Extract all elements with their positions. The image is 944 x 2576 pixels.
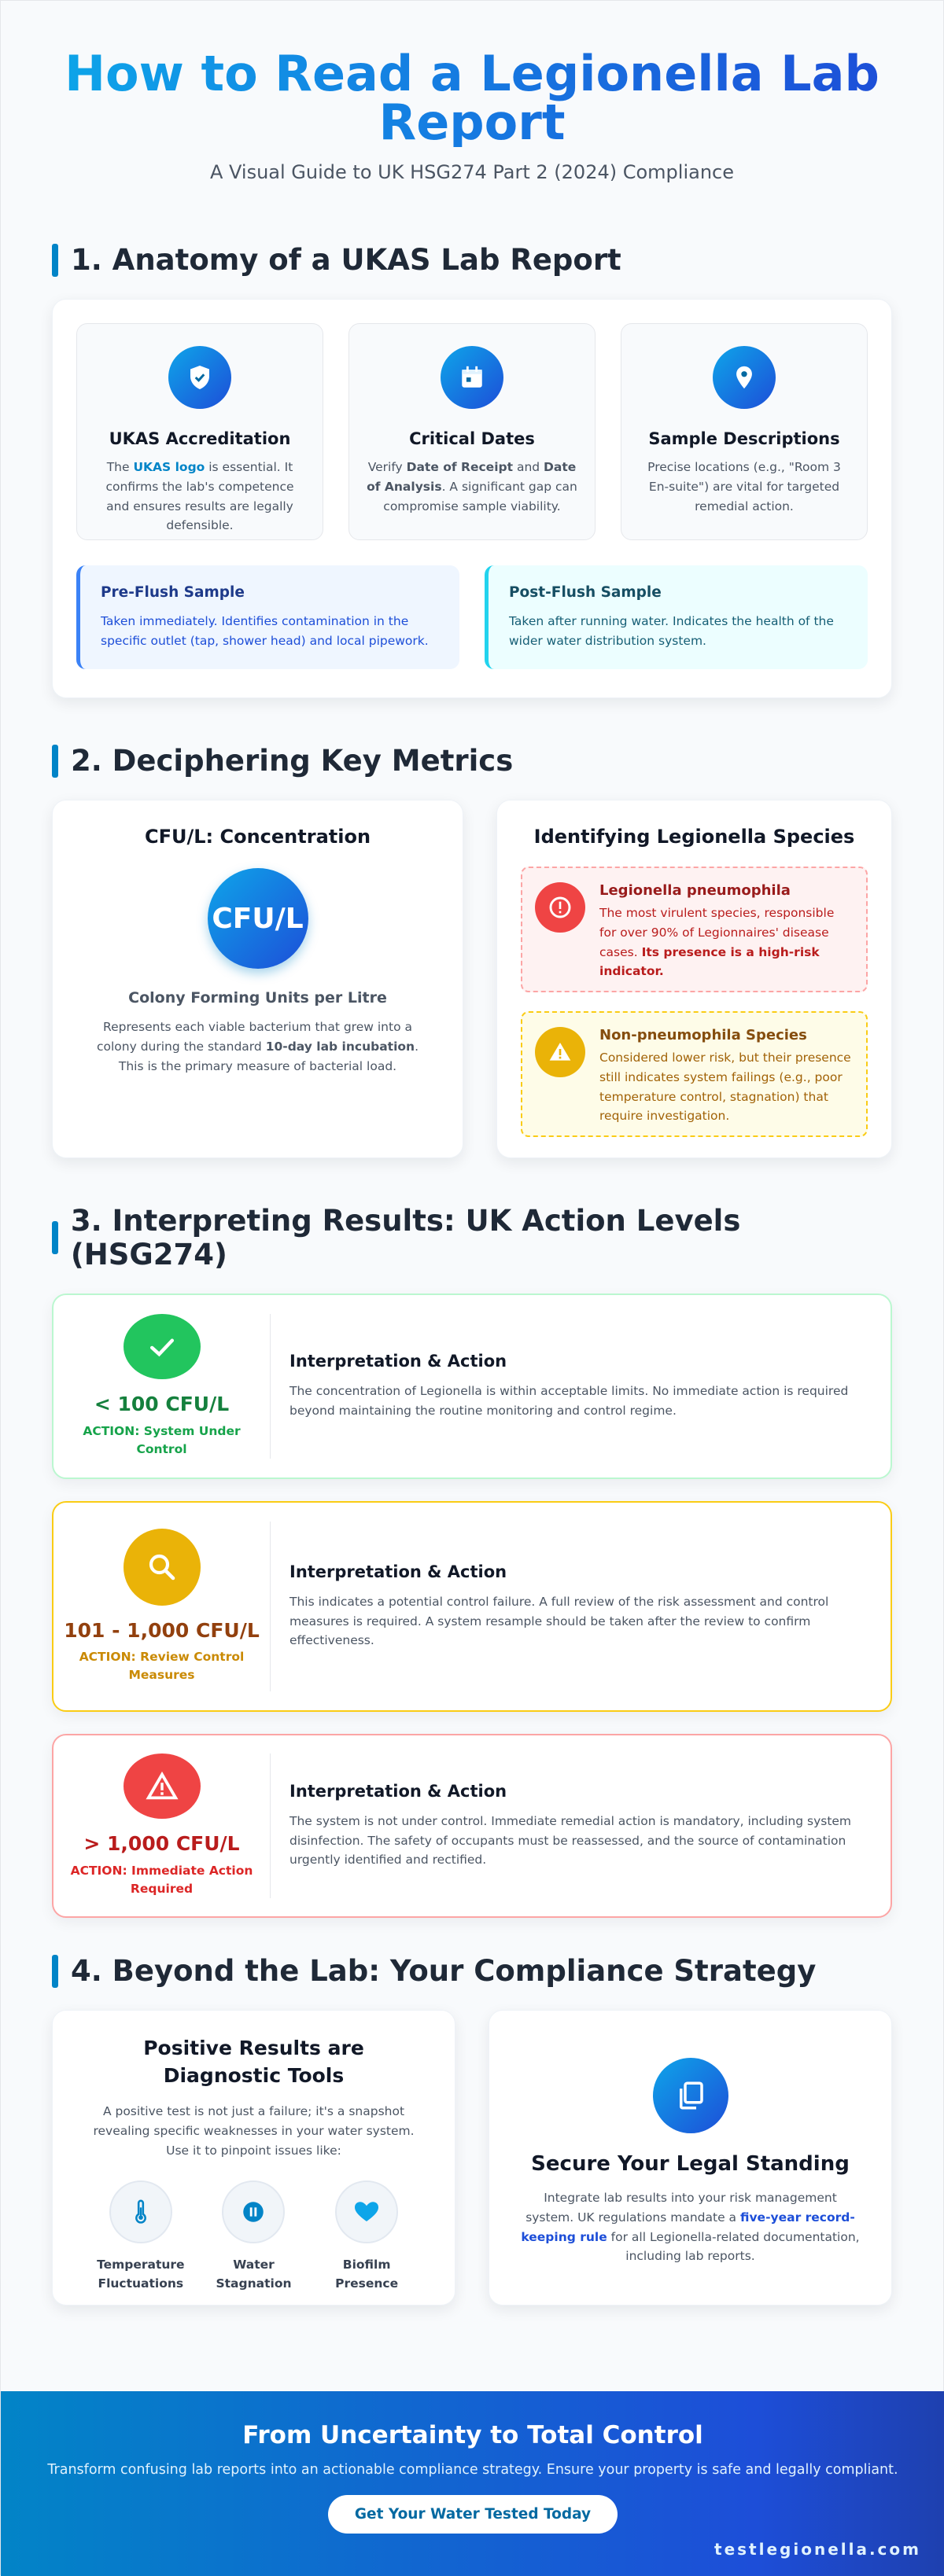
- level-text: This indicates a potential control failure. A full review of the risk assessment and control measures is required. A system resample should be taken after the review to confirm effectiveness.: [289, 1594, 829, 1648]
- page-title: How to Read a Legionella Lab Report: [52, 50, 892, 147]
- level-heading: Interpretation & Action: [289, 1352, 507, 1371]
- tool-label: Temperature Fluctuations: [97, 2258, 185, 2291]
- magnifier-icon: [124, 1529, 201, 1606]
- level-summary: [53, 1754, 271, 1898]
- diagnostic-title: Positive Results are Diagnostic Tools: [143, 2037, 364, 2087]
- species-card: [496, 800, 892, 1158]
- level-summary: [53, 1314, 271, 1459]
- level-value: 101 - 1,000 CFU/L: [64, 1618, 260, 1642]
- level-summary: [53, 1522, 271, 1691]
- pneumophila-text-block: [599, 882, 854, 977]
- action-level-low: [52, 1294, 892, 1479]
- pre-flush-title: Pre-Flush Sample: [101, 584, 245, 601]
- post-flush-card: [485, 565, 868, 669]
- item-title: UKAS Accreditation: [109, 429, 291, 448]
- section-accent-bar: [52, 1221, 58, 1254]
- level-value: < 100 CFU/L: [94, 1393, 230, 1415]
- level-action: ACTION: Review Control Measures: [79, 1650, 245, 1683]
- tool-biofilm: [315, 2180, 418, 2293]
- species-title: Identifying Legionella Species: [533, 826, 855, 848]
- footer-text: Transform confusing lab reports into an actionable compliance strategy. Ensure your property is safe and legally compliant.: [47, 2462, 898, 2478]
- post-flush-title: Post-Flush Sample: [509, 584, 662, 601]
- get-tested-button[interactable]: Get Your Water Tested Today: [328, 2495, 618, 2534]
- thermometer-icon: [109, 2180, 172, 2243]
- section1-title: 1. Anatomy of a UKAS Lab Report: [71, 243, 621, 277]
- footer-banner: [1, 2391, 944, 2576]
- diagnostic-tools: [84, 2180, 423, 2293]
- pre-flush-text: Taken immediately. Identifies contamination in the specific outlet (tap, shower head) and local pipework.: [101, 614, 429, 648]
- level-heading: Interpretation & Action: [289, 1562, 507, 1581]
- section-accent-bar: [52, 1955, 58, 1988]
- shield-check-icon: [168, 346, 231, 409]
- content-wrapper: [52, 45, 892, 2306]
- location-pin-icon: [713, 346, 776, 409]
- non-pneumophila-text-block: [599, 1027, 854, 1124]
- tool-label: Biofilm Presence: [335, 2258, 399, 2291]
- brand-name: testlegionella.com: [714, 2540, 921, 2559]
- pneumophila-text: The most virulent species, responsible for over 90% of Legionnaires' disease cases. Its presence is a high-risk indicator.: [599, 906, 835, 979]
- tool-temperature: [90, 2180, 192, 2293]
- warning-triangle-icon: [535, 1027, 585, 1077]
- level-text: The concentration of Legionella is within acceptable limits. No immediate action is required beyond maintaining the routine monitoring and control regime.: [289, 1384, 849, 1418]
- strategy-row: [52, 2010, 892, 2306]
- checkmark-icon: [124, 1314, 201, 1379]
- metrics-row: [52, 800, 892, 1158]
- calendar-icon: [441, 346, 503, 409]
- heart-icon: [335, 2180, 398, 2243]
- pre-flush-card: [76, 565, 459, 669]
- legal-card: [489, 2010, 892, 2306]
- pneumophila-box: [521, 867, 868, 992]
- pause-icon: [222, 2180, 285, 2243]
- page-subtitle: A Visual Guide to UK HSG274 Part 2 (2024) Compliance: [209, 161, 734, 183]
- diagnostic-card: [52, 2010, 455, 2306]
- non-pneumophila-title: Non-pneumophila Species: [599, 1027, 807, 1043]
- level-details: [271, 1562, 891, 1650]
- item-text: The UKAS logo is essential. It confirms the lab's competence and ensures results are legally defensible.: [105, 460, 294, 533]
- level-details: [271, 1352, 891, 1421]
- sample-descriptions-item: [621, 323, 868, 540]
- anatomy-grid: [76, 323, 868, 540]
- section3-heading: [52, 1204, 892, 1271]
- section2-heading: [52, 744, 892, 778]
- footer-title: From Uncertainty to Total Control: [242, 2421, 703, 2449]
- anatomy-card: [52, 299, 892, 698]
- alert-circle-icon: [535, 882, 585, 933]
- section3-title: 3. Interpreting Results: UK Action Levels (HSG274): [70, 1204, 741, 1271]
- item-title: Critical Dates: [409, 429, 535, 448]
- action-level-high: [52, 1734, 892, 1918]
- flush-samples-row: [76, 565, 868, 669]
- cfu-card: [52, 800, 463, 1158]
- action-level-medium: [52, 1501, 892, 1712]
- cfu-subtitle: Colony Forming Units per Litre: [128, 989, 387, 1006]
- non-pneumophila-box: [521, 1011, 868, 1137]
- item-text: Precise locations (e.g., "Room 3 En-suite") are vital for targeted remedial action.: [647, 460, 841, 513]
- critical-dates-item: [348, 323, 596, 540]
- level-value: > 1,000 CFU/L: [83, 1832, 240, 1855]
- tool-stagnation: [202, 2180, 304, 2293]
- section2-title: 2. Deciphering Key Metrics: [71, 744, 514, 778]
- level-action: ACTION: Immediate Action Required: [70, 1863, 253, 1896]
- post-flush-text: Taken after running water. Indicates the health of the wider water distribution system.: [509, 614, 834, 648]
- item-title: Sample Descriptions: [648, 429, 840, 448]
- level-action: ACTION: System Under Control: [83, 1423, 241, 1456]
- pneumophila-title: Legionella pneumophila: [599, 882, 791, 899]
- section4-title: 4. Beyond the Lab: Your Compliance Strategy: [71, 1954, 817, 1988]
- item-text: Verify Date of Receipt and Date of Analysis. A significant gap can compromise sample viability.: [367, 460, 577, 513]
- section4-heading: [52, 1954, 892, 1988]
- level-details: [271, 1782, 891, 1870]
- cfu-title: CFU/L: Concentration: [144, 826, 371, 848]
- warning-triangle-icon: [124, 1754, 201, 1819]
- legal-title: Secure Your Legal Standing: [531, 2152, 850, 2176]
- copy-documents-icon: [653, 2058, 728, 2133]
- ukas-accreditation-item: [76, 323, 323, 540]
- level-text: The system is not under control. Immediate remedial action is mandatory, including system disinfection. The safety of occupants must be reassessed, and the source of contamination urgently identified and rectified.: [289, 1813, 852, 1868]
- legal-text: Integrate lab results into your risk management system. UK regulations mandate a five-year record-keeping rule for all Legionella-related documentation, including lab reports.: [521, 2191, 860, 2264]
- section1-heading: [52, 243, 892, 277]
- diagnostic-text: A positive test is not just a failure; it's a snapshot revealing specific weaknesses in your water system. Use it to pinpoint issues like:: [93, 2104, 415, 2158]
- level-heading: Interpretation & Action: [289, 1781, 507, 1801]
- section-accent-bar: [52, 244, 58, 277]
- non-pneumophila-text: Considered lower risk, but their presence still indicates system failings (e.g., poor temperature control, stagnation) that require investigation.: [599, 1051, 851, 1124]
- cfu-text: Represents each viable bacterium that grew into a colony during the standard 10-day lab incubation. This is the primary measure of bacterial load.: [96, 1020, 419, 1073]
- tool-label: Water Stagnation: [216, 2258, 292, 2291]
- section-accent-bar: [52, 745, 58, 778]
- cfu-badge: CFU/L: [208, 868, 308, 969]
